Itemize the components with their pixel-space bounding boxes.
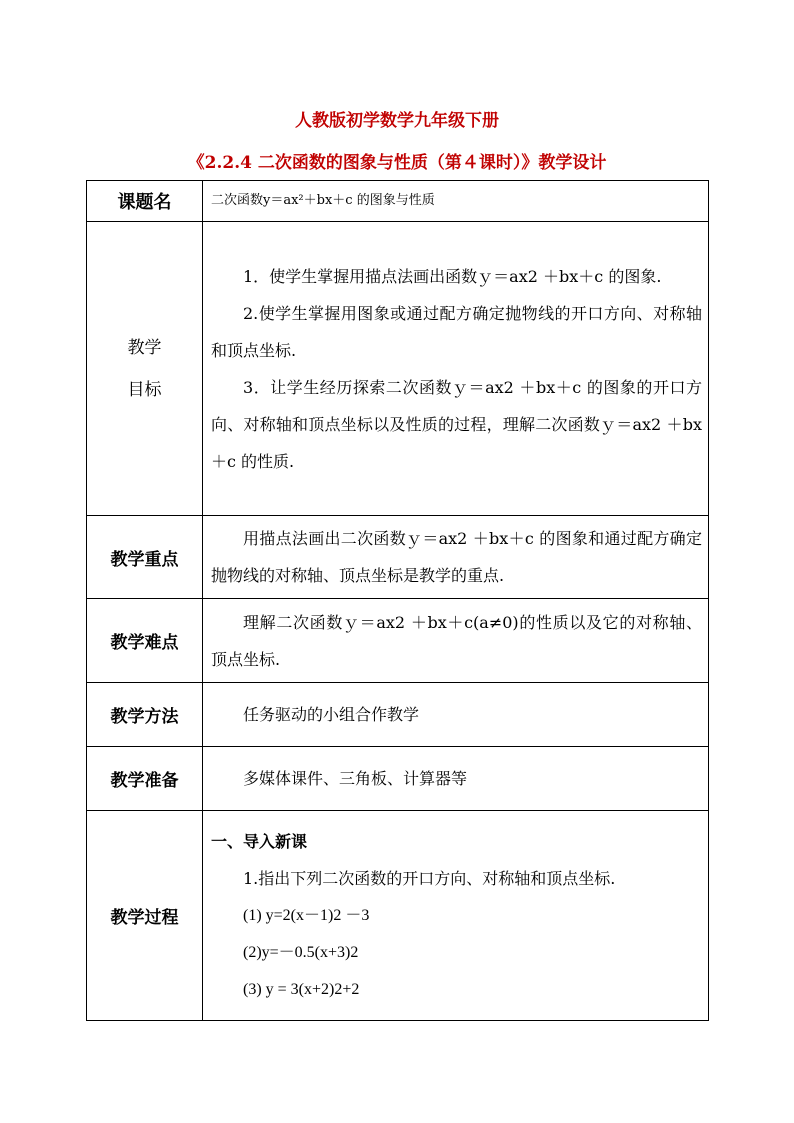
label-difficulties: 教学难点	[87, 599, 203, 683]
value-process	[203, 811, 709, 1021]
label-prep: 教学准备	[87, 747, 203, 811]
row-difficulties	[87, 599, 709, 683]
process-line: 1.指出下列二次函数的开口方向、对称轴和顶点坐标.	[243, 869, 616, 888]
process-line: (3) y = 3(x+2)2+2	[243, 981, 360, 998]
label-goals	[87, 222, 203, 516]
label-method: 教学方法	[87, 683, 203, 747]
key-points-text: 用描点法画出二次函数ｙ＝ax2 ＋bx＋c 的图象和通过配方确定抛物线的对称轴、顶点坐标是教学的重点.	[211, 529, 702, 585]
row-method	[87, 683, 709, 747]
value-method	[203, 683, 709, 747]
process-line: (1) y=2(x－1)2 －3	[243, 907, 370, 924]
value-difficulties	[203, 599, 709, 683]
label-topic: 课题名	[87, 181, 203, 222]
goal-item: 2.使学生掌握用图象或通过配方确定抛物线的开口方向、对称轴和顶点坐标.	[211, 303, 702, 360]
label-goals-line2: 目标	[127, 379, 162, 400]
label-key-points: 教学重点	[87, 516, 203, 599]
prep-text: 多媒体课件、三角板、计算器等	[243, 769, 468, 788]
row-key-points	[87, 516, 709, 599]
value-key-points	[203, 516, 709, 599]
process-line: (2)y=－0.5(x+3)2	[243, 944, 359, 961]
difficulties-text: 理解二次函数ｙ＝ax2 ＋bx＋c(a≠0)的性质以及它的对称轴、顶点坐标.	[211, 612, 702, 669]
document-subtitle: 《2.2.4 二次函数的图象与性质（第４课时）》教学设计	[187, 153, 607, 173]
value-goals	[203, 222, 709, 516]
row-goals	[87, 222, 709, 516]
method-text: 任务驱动的小组合作教学	[243, 705, 420, 724]
process-section-heading: 一、导入新课	[211, 832, 308, 851]
row-prep	[87, 747, 709, 811]
document-title: 人教版初学数学九年级下册	[295, 111, 499, 131]
row-process	[87, 811, 709, 1021]
lesson-plan-table	[86, 180, 709, 1021]
label-goals-line1: 教学	[127, 337, 162, 358]
goal-item: 1．使学生掌握用描点法画出函数ｙ＝ax2 ＋bx＋c 的图象.	[243, 266, 662, 286]
value-prep	[203, 747, 709, 811]
value-topic: 二次函数y＝ax²＋bx＋c 的图象与性质	[203, 181, 709, 222]
row-topic	[87, 181, 709, 222]
goal-item: 3．让学生经历探索二次函数ｙ＝ax2 ＋bx＋c 的图象的开口方向、对称轴和顶点坐标以及性质的过程，理解二次函数ｙ＝ax2 ＋bx＋c 的性质.	[211, 377, 702, 471]
label-process: 教学过程	[87, 811, 203, 1021]
